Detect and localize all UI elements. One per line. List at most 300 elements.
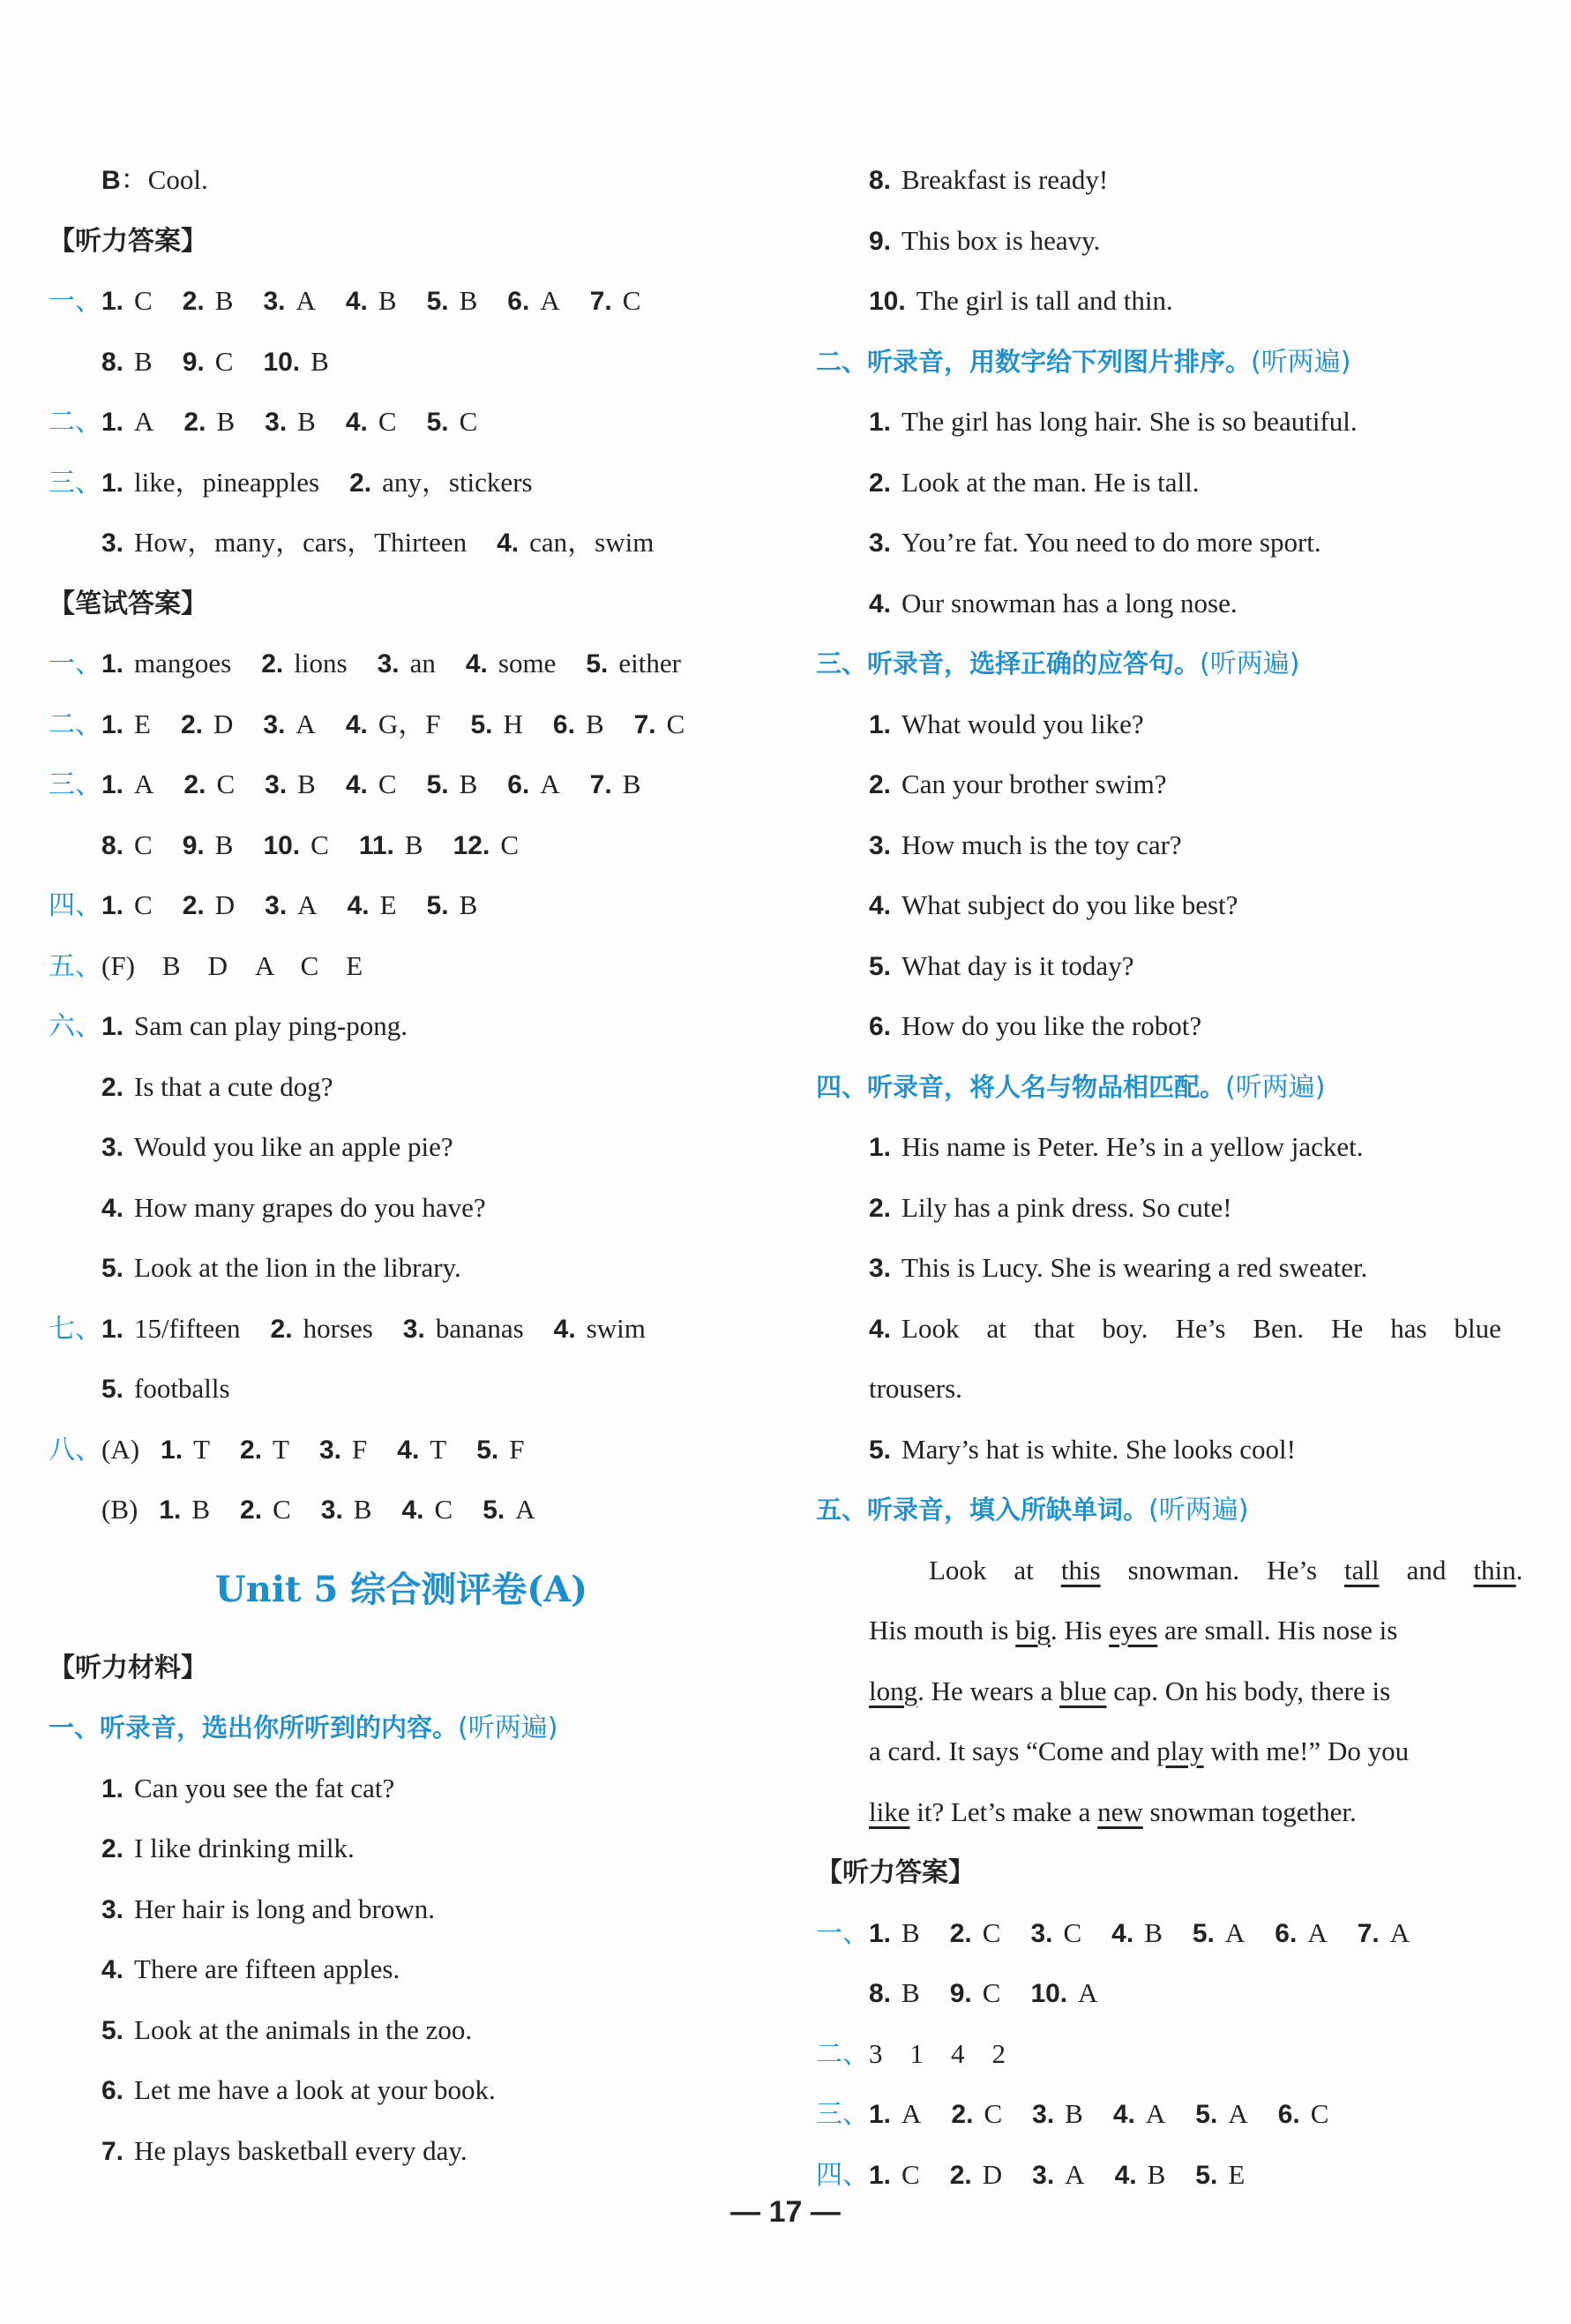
item-answer: B (297, 768, 316, 799)
item-number: 2. (101, 1834, 124, 1863)
passage-text: it? Let’s make a (909, 1795, 1098, 1827)
item-number: 8. (869, 166, 892, 195)
item-answer: B (622, 768, 641, 799)
section-number: 二、 (49, 407, 101, 438)
page-number: — 17 — (730, 2195, 841, 2229)
item-number: 5. (470, 709, 493, 739)
section-title: 四、听录音，将人名与物品相匹配。 (816, 1071, 1226, 1102)
answer-line (816, 271, 1513, 332)
item-number: 4. (347, 891, 370, 920)
item-answer: footballs (134, 1373, 230, 1404)
item-answer: 15/fifteen (134, 1312, 241, 1344)
item-number: 6. (507, 770, 530, 799)
answer-line (49, 574, 754, 634)
item-number: 4. (869, 891, 892, 920)
item-answer: Look at the man. He is tall. (901, 466, 1200, 498)
item-answer: B (1065, 2098, 1083, 2129)
answer-line (816, 2084, 1513, 2145)
item-answer: How do you like the robot? (901, 1010, 1202, 1041)
answer-line (816, 633, 1513, 694)
item-number: 1. (101, 770, 124, 799)
passage-line (869, 1661, 1504, 1722)
answer-line (49, 1638, 754, 1698)
unit-title: Unit 5 综合测评卷(A) (214, 1568, 588, 1610)
answer-line (49, 332, 754, 393)
item-answer: B (214, 285, 234, 316)
item-number: 5. (586, 649, 609, 678)
item-answer: some (497, 648, 557, 678)
item-answer: What would you like? (901, 708, 1144, 739)
item-answer: This is Lucy. She is wearing a red sweater. (901, 1252, 1368, 1283)
passage-text: snowman together. (1142, 1795, 1357, 1827)
item-number: 1. (869, 1133, 892, 1162)
item-answer: A (1065, 2158, 1085, 2190)
item-answer: There are fifteen apples. (134, 1953, 400, 1984)
section-number: 八、 (49, 1434, 101, 1466)
item-number: 1. (869, 1918, 892, 1948)
item-number: 4. (497, 529, 520, 558)
item-number: 9. (869, 226, 892, 256)
item-number: 1. (101, 468, 124, 498)
answer-line (816, 211, 1513, 272)
section-number: 七、 (49, 1313, 101, 1345)
passage-line (869, 1541, 1523, 1601)
item-number: 6. (101, 2076, 124, 2105)
answer-line (816, 875, 1513, 936)
section-heading: 【听力答案】 (816, 1857, 975, 1888)
passage-text: with me!” Do you (1203, 1736, 1410, 1766)
item-answer: Breakfast is ready! (901, 164, 1109, 195)
item-answer: T (273, 1433, 289, 1465)
speaker-label: B (101, 166, 121, 195)
item-number: 2. (183, 770, 206, 799)
answer-line (816, 1359, 1513, 1420)
item-answer: B (459, 768, 478, 799)
section-heading: 【笔试答案】 (49, 588, 207, 619)
item-number: 5. (426, 770, 449, 799)
answer-line (49, 1117, 754, 1178)
item-answer: C (378, 406, 397, 437)
answer-line (816, 574, 1513, 634)
item-number: 5. (483, 1496, 505, 1525)
item-answer: C (273, 1494, 291, 1525)
item-number: 6. (1277, 2100, 1300, 2129)
right-column (816, 150, 1523, 2205)
item-answer: Let me have a look at your book. (134, 2074, 496, 2105)
item-number: 3. (402, 1314, 425, 1344)
item-number: 2. (869, 770, 892, 799)
item-number: 3. (320, 1496, 343, 1525)
filled-word: long (869, 1675, 918, 1706)
item-number: 1. (869, 709, 892, 739)
item-number: 10. (869, 287, 906, 316)
item-answer: E (134, 708, 151, 739)
section-number: 一、 (49, 648, 101, 679)
left-column (49, 150, 754, 2181)
item-number: 1. (101, 287, 124, 316)
item-answer: What subject do you like best? (901, 889, 1238, 920)
item-answer: Can you see the fat cat? (134, 1772, 395, 1803)
item-number: 2. (949, 1918, 972, 1948)
answer-line (816, 150, 1513, 211)
item-answer: B (378, 285, 397, 316)
item-number: 3. (101, 529, 124, 558)
answer-line (816, 453, 1513, 514)
continued-text: trousers. (869, 1373, 962, 1404)
item-number: 3. (869, 529, 892, 558)
passage-text: . His (1050, 1615, 1110, 1646)
item-answer: can，swim (529, 527, 655, 558)
answer-line (816, 1420, 1513, 1481)
item-number: 5. (476, 1435, 499, 1465)
item-number: 2. (240, 1435, 263, 1465)
item-answer: A (134, 768, 154, 799)
item-number: 5. (1192, 1918, 1215, 1948)
answer-line (49, 1758, 754, 1819)
filled-word: this (1060, 1554, 1101, 1586)
item-answer: What day is it today? (901, 949, 1134, 981)
section-number: 三、 (816, 2099, 869, 2130)
item-answer: bananas (435, 1312, 524, 1344)
answer-line (49, 392, 754, 453)
item-answer: B (585, 708, 604, 739)
answer-line (49, 875, 754, 936)
item-number: 3. (263, 709, 286, 739)
item-number: 5. (101, 2015, 124, 2045)
answer-line (49, 2121, 754, 2182)
item-number: 7. (101, 2136, 124, 2166)
item-number: 4. (869, 588, 892, 618)
item-number: 4. (1112, 2100, 1135, 2129)
item-number: 4. (1114, 2160, 1137, 2190)
item-number: 7. (589, 287, 612, 316)
section-number: 三、 (49, 467, 101, 499)
item-answer: Look at the lion in the library. (134, 1252, 461, 1283)
passage-text: and (1379, 1554, 1474, 1586)
item-answer: B (310, 345, 329, 377)
speaker-text: ：Cool. (120, 164, 208, 195)
answer-line (816, 1480, 1513, 1541)
item-answer: A (1307, 1916, 1328, 1948)
item-answer: C (982, 1977, 1001, 2008)
item-answer: C (1063, 1916, 1082, 1948)
answer-line (49, 2000, 754, 2061)
answer-text: 3 1 4 2 (869, 2037, 1006, 2069)
item-number: 2. (270, 1314, 293, 1344)
item-number: 9. (182, 830, 205, 860)
answer-line (816, 1842, 1513, 1903)
item-answer: Can your brother swim? (901, 768, 1167, 799)
item-number: 5. (1195, 2100, 1218, 2129)
item-answer: C (378, 768, 397, 799)
item-number: 4. (101, 1193, 124, 1223)
answer-line (49, 815, 754, 876)
section-heading: 【听力材料】 (49, 1652, 207, 1683)
item-answer: A (295, 285, 316, 316)
item-answer: A (1228, 2098, 1248, 2129)
answer-line (49, 1178, 754, 1239)
section-number: 五、 (49, 950, 101, 982)
item-answer: Our snowman has a long nose. (901, 587, 1238, 618)
section-title: 一、听录音，选出你所听到的内容。 (49, 1713, 459, 1743)
item-answer: C (310, 828, 329, 860)
item-answer: Would you like an apple pie? (134, 1131, 453, 1162)
filled-word: big (1015, 1615, 1051, 1646)
passage-text: His mouth is (869, 1615, 1016, 1646)
item-answer: You’re fat. You need to do more sport. (901, 527, 1321, 558)
answer-line (816, 1117, 1513, 1178)
passage-text: . He wears a (917, 1675, 1060, 1706)
listening-passage (816, 1541, 1523, 1843)
item-number: 6. (552, 709, 575, 739)
item-number: 10. (1030, 1979, 1068, 2008)
item-number: 4. (401, 1496, 424, 1525)
filled-word: like (869, 1795, 910, 1827)
item-answer: lions (294, 648, 348, 678)
item-number: 3. (263, 287, 286, 316)
item-answer: This box is heavy. (901, 224, 1101, 256)
part-label: (B) (101, 1494, 138, 1525)
item-answer: Her hair is long and brown. (134, 1893, 435, 1924)
item-answer: A (295, 708, 316, 739)
item-number: 9. (182, 347, 205, 377)
item-answer: C (134, 285, 153, 316)
item-answer: Mary’s hat is white. She looks cool! (901, 1433, 1296, 1465)
item-number: 6. (869, 1012, 892, 1041)
section-title: 三、听录音，选择正确的应答句。 (816, 648, 1201, 678)
item-answer: B (459, 285, 478, 316)
answer-line (816, 936, 1513, 997)
item-number: 2. (869, 1193, 892, 1223)
section-note: (听两遍) (1225, 1071, 1326, 1103)
section-number: 四、 (816, 2159, 869, 2191)
filled-word: blue (1059, 1675, 1107, 1706)
item-number: 5. (101, 1375, 124, 1404)
item-number: 1. (101, 891, 124, 920)
item-number: 1. (869, 408, 892, 437)
filled-word: new (1097, 1795, 1143, 1827)
answer-line (49, 1818, 754, 1879)
passage-text: a card. It says “Come and (869, 1736, 1157, 1766)
item-number: 1. (869, 2100, 892, 2129)
item-number: 4. (869, 1314, 892, 1344)
answer-line (816, 1299, 1513, 1360)
answer-line (816, 392, 1513, 453)
answer-line (49, 1299, 754, 1360)
item-answer: A (1145, 2098, 1166, 2129)
item-number: 4. (553, 1314, 576, 1344)
answer-line (816, 1178, 1513, 1239)
item-answer: F (509, 1433, 525, 1465)
item-answer: A (901, 2098, 922, 2129)
item-number: 5. (869, 1435, 892, 1465)
item-number: 3. (1030, 1918, 1053, 1948)
item-answer: C (134, 828, 153, 860)
answer-line (49, 271, 754, 332)
item-number: 5. (426, 408, 449, 437)
passage-text: are small. His nose is (1157, 1615, 1398, 1646)
item-answer: swim (586, 1312, 646, 1344)
answer-line (49, 936, 754, 997)
item-answer: A (134, 406, 154, 437)
filled-word: eyes (1109, 1615, 1158, 1646)
item-answer: C (901, 2158, 920, 2190)
item-number: 1. (159, 1496, 182, 1525)
item-number: 2. (240, 1496, 263, 1525)
filled-word: thin (1473, 1554, 1516, 1586)
answer-line (816, 1963, 1513, 2024)
answer-line (49, 1057, 754, 1118)
item-number: 1. (161, 1435, 183, 1465)
item-number: 12. (453, 830, 490, 860)
item-answer: A (1224, 1916, 1246, 1948)
item-number: 2. (261, 649, 284, 678)
item-answer: A (540, 768, 560, 799)
item-number: 3. (265, 408, 288, 437)
item-answer: How much is the toy car? (901, 828, 1182, 860)
answer-line (49, 211, 754, 272)
item-number: 1. (101, 649, 124, 678)
item-number: 1. (869, 2160, 892, 2190)
item-answer: Is that a cute dog? (134, 1070, 333, 1102)
passage-line (869, 1782, 1504, 1843)
passage-text: cap. On his body, there is (1106, 1675, 1391, 1706)
item-number: 3. (377, 649, 400, 678)
item-number: 3. (318, 1435, 342, 1465)
section-number: 三、 (49, 769, 101, 800)
section-heading: 【听力答案】 (49, 225, 207, 257)
passage-line (869, 1721, 1504, 1782)
item-number: 8. (101, 347, 124, 377)
filled-word: tall (1344, 1554, 1380, 1586)
item-answer: A (540, 285, 560, 316)
item-number: 2. (183, 408, 206, 437)
item-answer: Look at the animals in the zoo. (134, 2013, 473, 2045)
item-number: 6. (507, 287, 530, 316)
section-note: (听两遍) (1251, 346, 1351, 378)
section-note: (听两遍) (1200, 648, 1300, 679)
item-number: 3. (101, 1894, 124, 1924)
item-answer: B (216, 406, 236, 437)
answer-line (49, 513, 754, 574)
item-answer: I like drinking milk. (134, 1833, 355, 1863)
item-answer: H (503, 708, 523, 739)
answer-line (49, 453, 754, 514)
answer-line (816, 1903, 1513, 1964)
section-number: 二、 (49, 708, 101, 740)
item-answer: C (216, 768, 236, 799)
item-number: 10. (263, 830, 301, 860)
item-answer: A (297, 889, 318, 920)
item-number: 5. (869, 951, 892, 981)
answer-line (816, 513, 1513, 574)
answer-line (49, 1359, 754, 1420)
item-answer: Lily has a pink dress. So cute! (901, 1191, 1232, 1223)
item-number: 7. (1357, 1918, 1380, 1948)
item-number: 4. (345, 770, 368, 799)
answer-line (816, 694, 1513, 755)
item-answer: T (193, 1433, 211, 1465)
item-number: 2. (349, 468, 372, 498)
passage-text: . (1515, 1554, 1523, 1586)
item-answer: C (500, 828, 519, 860)
item-answer: C (622, 285, 641, 316)
item-answer: B (1144, 1916, 1163, 1948)
item-number: 2. (182, 891, 205, 920)
item-number: 3. (101, 1133, 124, 1162)
item-number: 3. (1032, 2160, 1055, 2190)
item-answer: D (213, 708, 234, 739)
item-number: 6. (1275, 1918, 1298, 1948)
item-number: 5. (426, 287, 449, 316)
answer-line (816, 2024, 1513, 2085)
passage-line (869, 1601, 1504, 1661)
item-number: 4. (345, 709, 368, 739)
item-number: 8. (101, 830, 124, 860)
item-answer: E (1228, 2158, 1246, 2190)
item-number: 5. (1195, 2160, 1218, 2190)
item-number: 3. (265, 770, 288, 799)
answer-line (816, 815, 1513, 876)
section-title: 二、听录音，用数字给下列图片排序。 (816, 346, 1252, 377)
section-number: 六、 (49, 1011, 101, 1042)
item-number: 2. (180, 709, 203, 739)
item-number: 2. (949, 2160, 972, 2190)
item-answer: any，stickers (382, 466, 533, 498)
item-answer: B (901, 1977, 920, 2008)
answer-line (816, 996, 1513, 1057)
item-answer: His name is Peter. He’s in a yellow jacket. (901, 1131, 1364, 1162)
item-answer: mangoes (134, 648, 232, 678)
item-number: 4. (345, 287, 368, 316)
item-answer: D (982, 2158, 1003, 2190)
answer-line (49, 633, 754, 694)
item-number: 4. (1111, 1918, 1134, 1948)
item-answer: C (434, 1494, 453, 1525)
item-answer: T (430, 1433, 447, 1465)
item-number: 1. (101, 408, 124, 437)
item-number: 4. (101, 1955, 124, 1984)
section-note: (听两遍) (1148, 1495, 1249, 1526)
item-answer: horses (303, 1312, 373, 1344)
item-number: 4. (465, 649, 488, 678)
item-answer: C (459, 406, 478, 437)
answer-line (49, 1420, 754, 1481)
answer-line (49, 754, 754, 815)
item-answer: an (409, 648, 436, 678)
item-number: 11. (358, 830, 394, 860)
answer-line (49, 2060, 754, 2121)
filled-word: play (1156, 1736, 1204, 1766)
item-answer: Sam can play ping-pong. (134, 1010, 408, 1041)
answer-line (49, 1698, 754, 1758)
item-answer: Look at that boy. He’s Ben. He has blue (901, 1312, 1501, 1344)
item-answer: How，many，cars，Thirteen (134, 527, 468, 558)
item-number: 2. (101, 1072, 124, 1102)
item-number: 2. (182, 287, 205, 316)
item-answer: C (984, 2098, 1003, 2129)
section-note: (听两遍) (458, 1713, 558, 1743)
item-answer: B (459, 889, 478, 920)
item-answer: A (1078, 1977, 1098, 2008)
item-number: 7. (589, 770, 612, 799)
item-answer: F (352, 1433, 368, 1465)
item-answer: C (982, 1916, 1001, 1948)
item-answer: B (404, 828, 423, 860)
item-number: 3. (869, 830, 892, 860)
section-number: 一、 (49, 286, 101, 317)
answer-line (816, 1057, 1513, 1118)
